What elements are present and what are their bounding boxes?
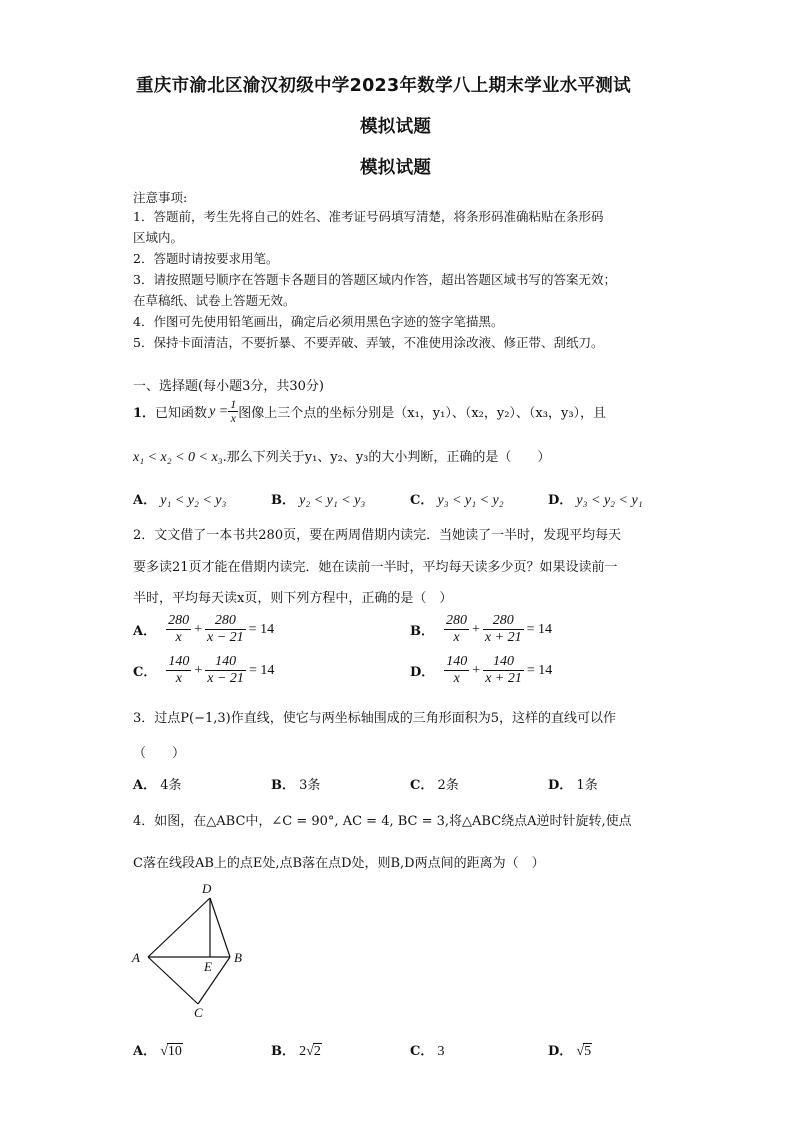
option-b[interactable] — [271, 1040, 322, 1060]
note-line: 5．保持卡面清洁，不要折暴、不要弄破、弄皱，不准使用涂改液、修正带、刮纸刀。 — [133, 335, 604, 350]
option-a[interactable] — [133, 1040, 183, 1060]
option-label: C． — [133, 665, 157, 680]
option-label: D． — [548, 493, 573, 508]
question-2-option-b[interactable] — [410, 613, 552, 646]
fraction — [166, 613, 191, 646]
option-b[interactable] — [271, 489, 365, 509]
label-b: B — [234, 950, 242, 965]
fraction-numerator: 280 — [205, 613, 246, 630]
radicand: 10 — [167, 1044, 182, 1059]
notes-heading: 注意事项: — [133, 190, 188, 205]
equation-rhs: = 14 — [248, 621, 275, 637]
question-1-line1 — [133, 398, 606, 425]
fraction-denominator: x — [453, 671, 460, 686]
option-label: B． — [271, 493, 295, 508]
fraction-denominator: x − 21 — [207, 630, 244, 645]
radicand: 5 — [584, 1044, 592, 1059]
coefficient: 2 — [299, 1044, 307, 1059]
question-4-line2: C落在线段AB上的点E处,点B落在点D处，则B,D两点间的距离为（ ） — [133, 856, 545, 871]
label-d: D — [202, 881, 212, 896]
option-label: B． — [271, 778, 295, 793]
option-label: A． — [133, 624, 157, 639]
note-line: 区域内。 — [133, 230, 184, 245]
segment-db — [210, 898, 230, 957]
fraction-numerator: 280 — [446, 613, 467, 628]
fraction — [483, 613, 524, 646]
fraction-numerator: 140 — [483, 654, 524, 671]
fraction — [444, 613, 469, 646]
option-value: 3条 — [299, 778, 321, 793]
option-d[interactable] — [548, 1040, 592, 1060]
question-number: 1． — [133, 406, 156, 421]
fraction — [166, 654, 191, 687]
option-label: D． — [548, 1044, 573, 1059]
note-line: 在草稿纸、试卷上答题无效。 — [133, 293, 296, 308]
question-text: .那么下列关于y₁、y₂、y₃的大小判断，正确的是（ ） — [222, 450, 551, 465]
label-e: E — [204, 959, 212, 974]
segment-ac — [148, 957, 198, 1004]
option-label: D． — [410, 665, 435, 680]
fraction — [483, 654, 524, 687]
fraction-numerator: 140 — [446, 654, 468, 669]
fraction-numerator: 280 — [168, 613, 190, 628]
option-c[interactable] — [410, 774, 459, 793]
function-lhs: y = — [209, 403, 229, 419]
question-text: 已知函数 — [155, 406, 208, 421]
question-1-line2 — [133, 446, 550, 466]
question-text: 图像上三个点的坐标分别是（x₁，y₁）、（x₂，y₂）、（x₃，y₃），且 — [238, 406, 607, 421]
segment-ad — [148, 898, 210, 957]
inequality: x₁ < x₂ < 0 < x₃ — [133, 450, 223, 465]
fraction-denominator: x — [230, 411, 236, 425]
fraction-denominator: x − 21 — [207, 671, 244, 686]
option-label: C． — [410, 1044, 434, 1059]
fraction-denominator: x — [175, 671, 182, 686]
note-line: 1．答题前，考生先将自己的姓名、准考证号码填写清楚，将条形码准确粘贴在条形码 — [133, 209, 604, 224]
option-c[interactable] — [410, 1040, 445, 1060]
fraction — [228, 398, 238, 425]
label-a: A — [132, 950, 140, 965]
option-label: C． — [410, 778, 434, 793]
option-value: y₂ < y₁ < y₃ — [299, 493, 366, 508]
label-c: C — [194, 1005, 203, 1020]
sqrt-expression: √5 — [576, 1044, 592, 1059]
option-a[interactable] — [133, 489, 226, 509]
question-4-options — [133, 1040, 673, 1062]
fraction-denominator: x + 21 — [485, 671, 522, 686]
question-2-line3: 半时，平均每天读x页，则下列方程中，正确的是（ ） — [133, 591, 453, 606]
question-3-options — [133, 774, 673, 794]
option-value: 4条 — [160, 778, 182, 793]
fraction — [444, 654, 469, 687]
sqrt-expression: √10 — [160, 1044, 182, 1059]
question-3-line2: （ ） — [133, 746, 186, 761]
option-label: C． — [410, 493, 434, 508]
page-title: 重庆市渝北区渝汉初级中学2023年数学八上期末学业水平测试 — [136, 76, 631, 96]
note-line: 4．作图可先使用铅笔画出，确定后必须用黑色字迹的签字笔描黑。 — [133, 314, 504, 329]
option-a[interactable] — [133, 774, 182, 793]
question-2-option-d[interactable] — [410, 654, 552, 687]
option-value: 3 — [437, 1044, 445, 1059]
question-1-options — [133, 489, 673, 509]
option-value: 2条 — [437, 778, 459, 793]
note-line: 2．答题时请按要求用笔。 — [133, 251, 279, 266]
operator: + — [472, 621, 480, 637]
option-label: D． — [548, 778, 573, 793]
option-label: B． — [410, 624, 434, 639]
option-value: y₁ < y₂ < y₃ — [160, 493, 227, 508]
option-label: B． — [271, 1044, 295, 1059]
fraction-denominator: x — [453, 630, 460, 645]
option-label: A． — [133, 1044, 157, 1059]
fraction — [205, 654, 246, 687]
fraction-denominator: x + 21 — [484, 630, 522, 645]
page-subtitle: 模拟试题 — [360, 117, 432, 137]
equation-rhs: = 14 — [526, 621, 552, 637]
page-subtitle-repeat: 模拟试题 — [360, 158, 432, 178]
question-3-line1: 3．过点P(−1,3)作直线，使它与两坐标轴围成的三角形面积为5，这样的直线可以作 — [133, 711, 616, 726]
option-label: A． — [133, 493, 157, 508]
triangle-figure — [128, 880, 258, 1020]
fraction-numerator: 140 — [168, 654, 190, 669]
equation-rhs: = 14 — [526, 662, 553, 678]
operator: + — [194, 662, 203, 678]
option-label: A． — [133, 778, 157, 793]
notes-list — [133, 206, 616, 353]
fraction-numerator: 140 — [205, 654, 246, 671]
question-2-option-a[interactable] — [133, 613, 274, 646]
question-2-line2: 要多读21页才能在借期内读完．她在读前一半时，平均每天读多少页？如果设读前一 — [133, 560, 618, 575]
option-b[interactable] — [271, 774, 320, 793]
question-2-line1: 2．文文借了一本书共280页，要在两周借期内读完．当她读了一半时，发现平均每天 — [133, 528, 622, 543]
option-d[interactable] — [548, 489, 643, 509]
section-heading: 一、选择题(每小题3分，共30分) — [133, 379, 324, 394]
fraction-denominator: x — [175, 630, 182, 645]
option-d[interactable] — [548, 774, 598, 793]
fraction-numerator: 1 — [230, 397, 237, 411]
sqrt-expression: 2√2 — [299, 1044, 321, 1059]
operator: + — [472, 662, 481, 678]
option-value: 1条 — [576, 778, 598, 793]
segment-cb — [198, 957, 230, 1004]
question-4-line1: 4．如图，在△ABC中，∠C = 90°, AC = 4, BC = 3,将△ABC绕点A逆时针旋转,使点 — [133, 814, 632, 829]
option-c[interactable] — [410, 489, 504, 509]
note-line: 3．请按照题号顺序在答题卡各题目的答题区域内作答，超出答题区域书写的答案无效； — [133, 272, 616, 287]
option-value: y₃ < y₁ < y₂ — [437, 493, 504, 508]
question-2-option-c[interactable] — [133, 654, 274, 687]
operator: + — [194, 621, 202, 637]
option-value: y₃ < y₂ < y₁ — [576, 493, 643, 508]
equation-rhs: = 14 — [248, 662, 275, 678]
fraction — [205, 613, 246, 646]
fraction-numerator: 280 — [483, 613, 524, 630]
radicand: 2 — [313, 1044, 321, 1059]
